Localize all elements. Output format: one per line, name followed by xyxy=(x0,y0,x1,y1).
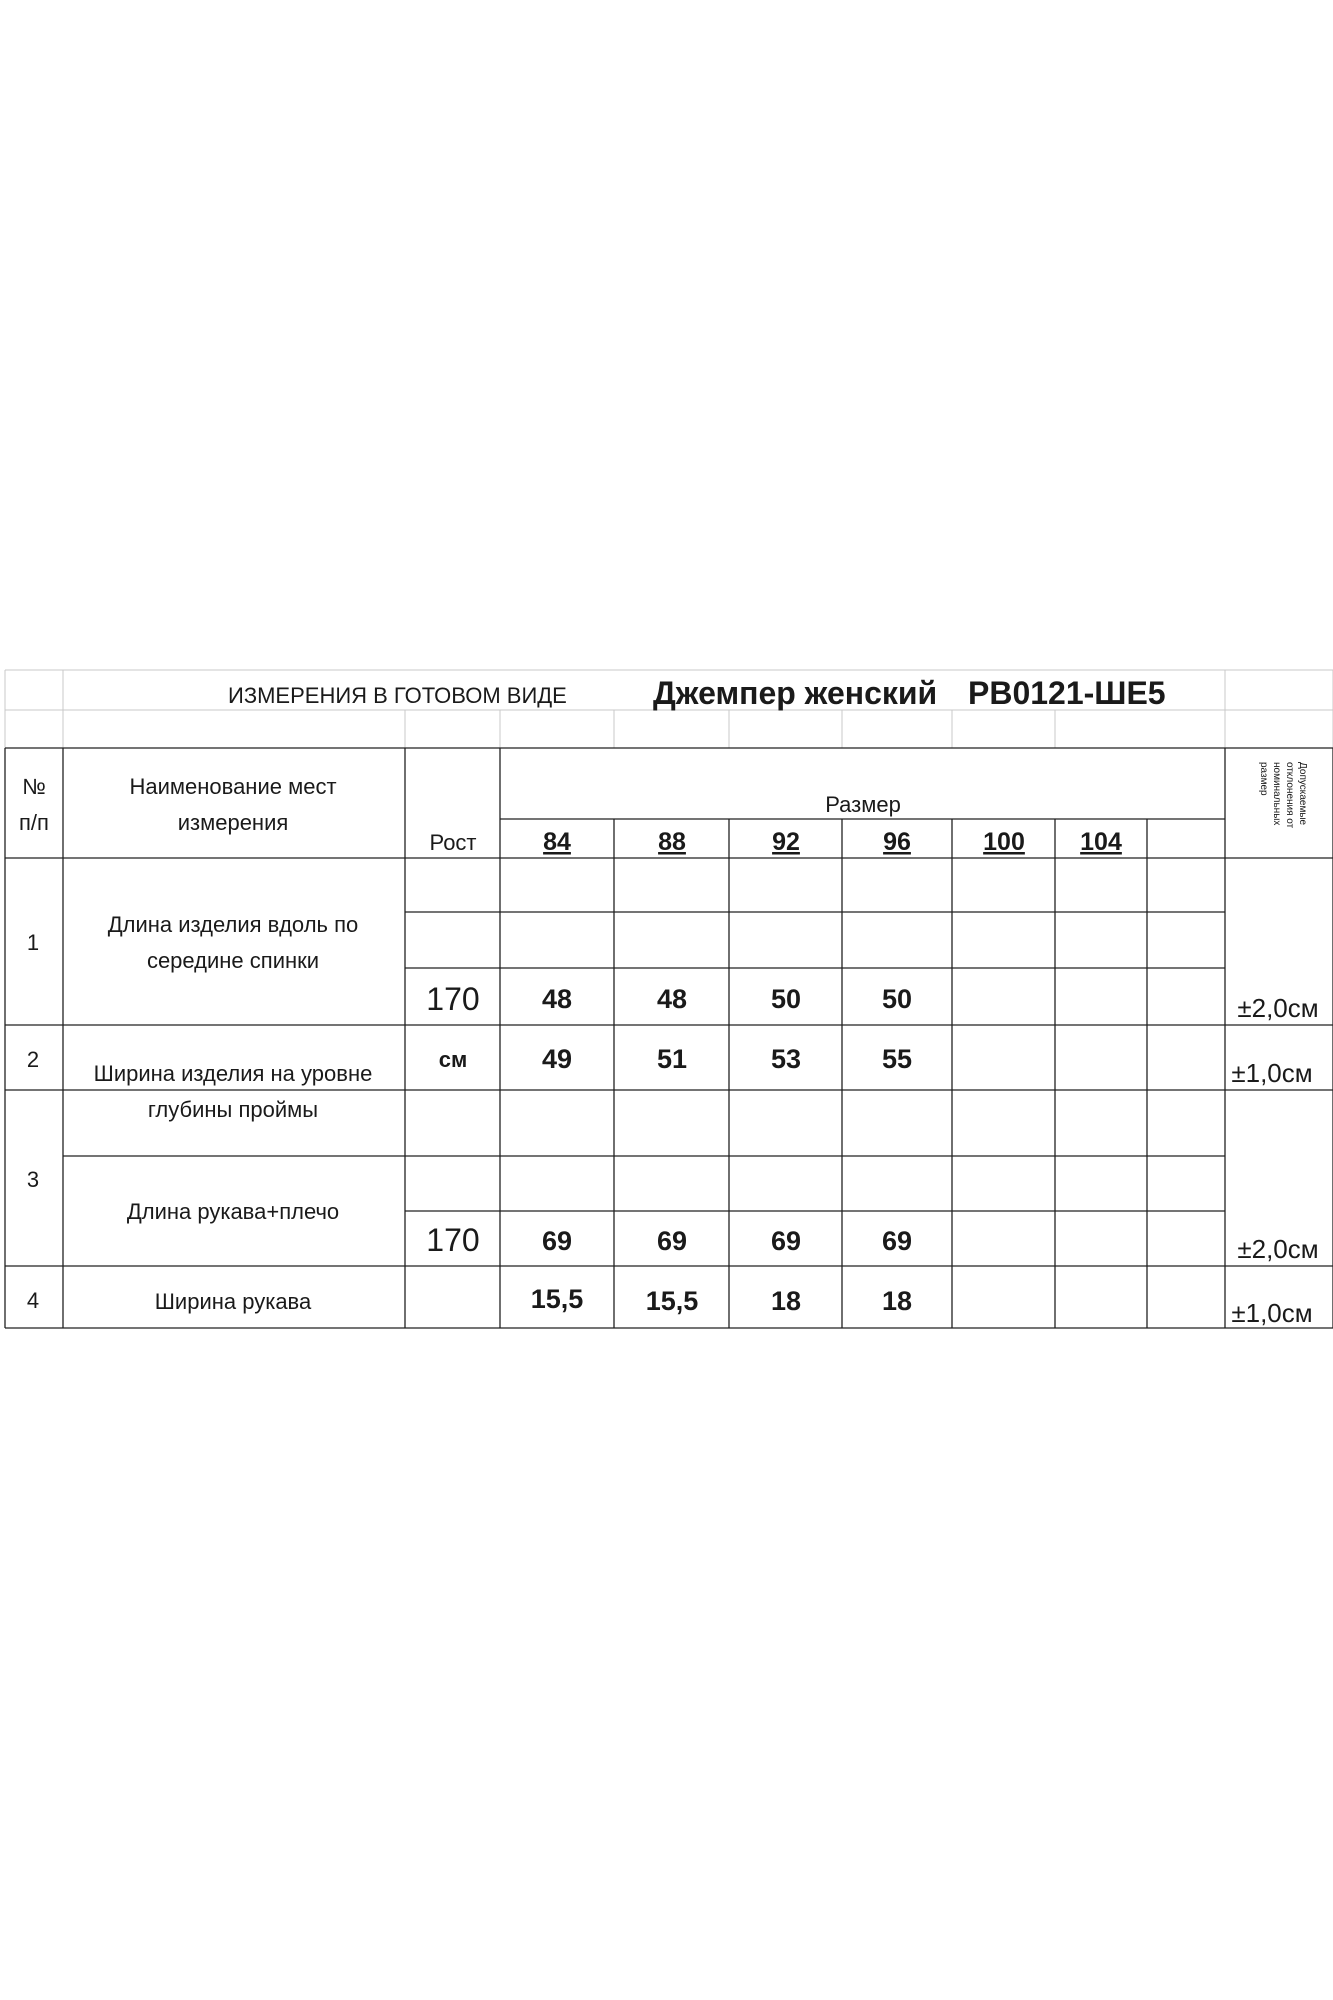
row-value: 53 xyxy=(770,1044,802,1074)
size-header: 96 xyxy=(883,828,911,856)
size-header: 92 xyxy=(772,828,800,856)
row-value: 18 xyxy=(881,1286,913,1316)
row-value: 69 xyxy=(881,1226,913,1256)
row-value: 48 xyxy=(656,984,688,1014)
row-value: 69 xyxy=(770,1226,802,1256)
row-value: 49 xyxy=(541,1044,573,1074)
tolerance-vertical-line: размер xyxy=(1258,762,1269,796)
row-name-line: Длина изделия вдоль по xyxy=(107,912,359,937)
row-value: 15,5 xyxy=(645,1286,699,1316)
row-unit: см xyxy=(438,1047,468,1072)
tolerance-vertical-line: отклонения от xyxy=(1284,762,1295,829)
row-number: 4 xyxy=(26,1288,40,1313)
row-number: 2 xyxy=(26,1047,40,1072)
row-number: 1 xyxy=(26,930,40,955)
col-height: Рост xyxy=(429,830,477,855)
tolerance-vertical-line: Допускаемые xyxy=(1297,762,1308,826)
table-row xyxy=(27,1167,1319,1264)
row-value: 15,5 xyxy=(530,1284,584,1314)
row-name-line: Ширина изделия на уровне xyxy=(93,1061,373,1086)
col-number-line1: № xyxy=(22,774,46,799)
row-value: 50 xyxy=(881,984,913,1014)
row-name-line: Ширина рукава xyxy=(154,1289,312,1314)
row-number: 3 xyxy=(26,1167,40,1192)
size-header: 88 xyxy=(658,828,686,856)
row-tolerance: ±1,0см xyxy=(1231,1298,1313,1328)
article-number: РВ0121-ШЕ5 xyxy=(968,675,1166,711)
col-name-line2: измерения xyxy=(177,810,289,835)
size-header: 84 xyxy=(543,828,571,856)
col-number-line2: п/п xyxy=(19,810,49,835)
table-row xyxy=(27,1284,1313,1328)
row-value: 69 xyxy=(656,1226,688,1256)
row-value: 48 xyxy=(541,984,573,1014)
row-value: 69 xyxy=(541,1226,573,1256)
size-header: 100 xyxy=(983,828,1025,856)
col-name-line1: Наименование мест xyxy=(129,774,337,799)
measurements-title: ИЗМЕРЕНИЯ В ГОТОВОМ ВИДЕ xyxy=(228,683,567,708)
col-tolerance-vertical xyxy=(1258,762,1308,829)
row-name-line: середине спинки xyxy=(146,948,320,973)
table-row xyxy=(27,1044,1313,1122)
size-headers xyxy=(543,828,1122,856)
product-name: Джемпер женский xyxy=(653,675,938,711)
row-tolerance: ±1,0см xyxy=(1231,1058,1313,1088)
tolerance-vertical-line: номинальных xyxy=(1271,762,1282,826)
row-tolerance: ±2,0см xyxy=(1237,993,1319,1023)
row-name-line: Длина рукава+плечо xyxy=(126,1199,340,1224)
row-height: 170 xyxy=(426,1222,480,1258)
row-value: 55 xyxy=(881,1044,913,1074)
row-tolerance: ±2,0см xyxy=(1237,1234,1319,1264)
size-header: 104 xyxy=(1080,828,1122,856)
row-value: 51 xyxy=(656,1044,688,1074)
row-value: 50 xyxy=(770,984,802,1014)
col-size-group: Размер xyxy=(825,792,901,817)
row-value: 18 xyxy=(770,1286,802,1316)
row-height: 170 xyxy=(426,981,480,1017)
row-name-line: глубины проймы xyxy=(147,1097,319,1122)
